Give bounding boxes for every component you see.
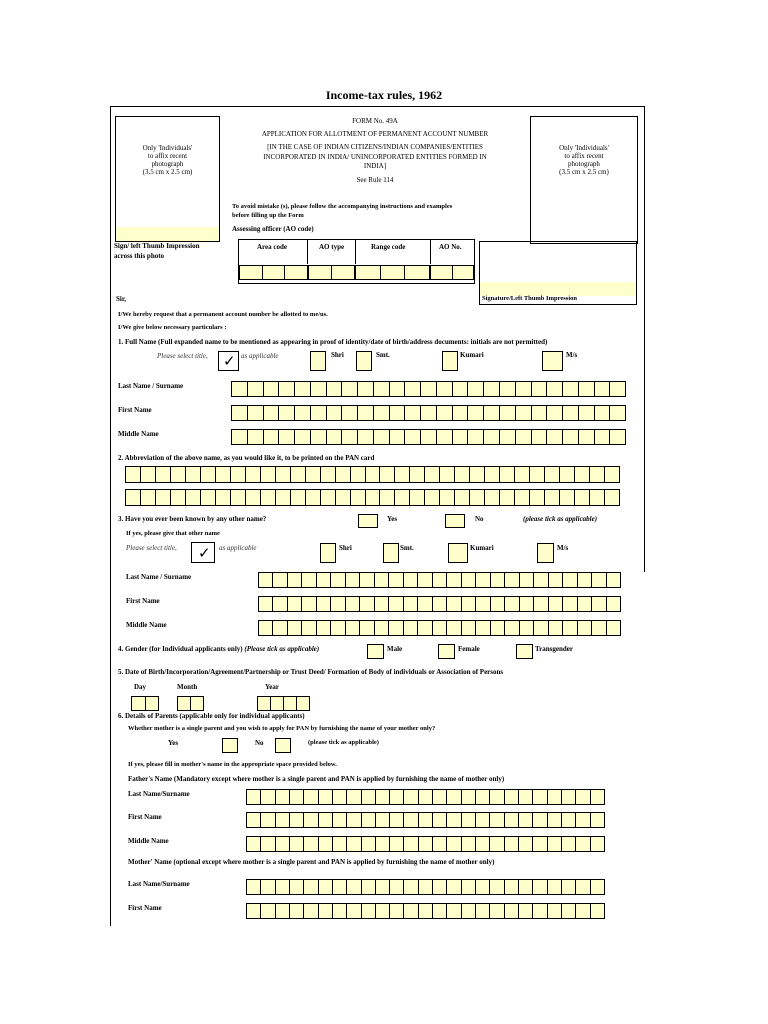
gender-male-label: Male (387, 645, 403, 653)
other-last-name-label: Last Name / Surname (126, 573, 192, 581)
if-yes-mother-name: If yes, please fill in mother's name in the appropriate space provided below. (128, 761, 337, 768)
other-title-smt-checkbox[interactable] (383, 543, 399, 563)
frame-right (644, 106, 645, 572)
dob-year-input[interactable] (257, 696, 310, 711)
ao-col-range: Range code (371, 243, 406, 251)
gender-male-checkbox[interactable] (367, 644, 384, 659)
middle-name-input[interactable] (231, 429, 626, 445)
other-name-no-label: No (475, 515, 484, 523)
mother-last-name-input[interactable] (246, 879, 605, 895)
title-kumari-label: Kumari (460, 351, 484, 359)
mother-last-name-label: Last Name/Surname (128, 880, 190, 888)
abbreviation-input-2[interactable] (125, 489, 620, 506)
other-title-kumari-checkbox[interactable] (448, 543, 468, 563)
father-middle-name-input[interactable] (246, 836, 605, 852)
abbreviation-input-1[interactable] (125, 466, 620, 483)
mother-name-heading: Mother' Name (optional except where mother is a single parent and PAN is applied by furnishing the name of mother only) (128, 858, 495, 866)
ao-col-type: AO type (319, 243, 345, 251)
title-smt-label: Smt. (376, 351, 390, 359)
photo-strip (116, 227, 219, 241)
gender-transgender-label: Transgender (535, 645, 573, 653)
left-sign-label: Sign/ left Thumb Impression (114, 242, 200, 250)
single-parent-tick-note: (please tick as applicable) (308, 739, 379, 746)
select-title-label-2: Please select title, (126, 544, 177, 552)
last-name-label: Last Name / Surname (118, 382, 184, 390)
form-rule: See Rule 114 (356, 176, 394, 184)
checkmark-icon: ✓ (223, 352, 236, 370)
dob-day-input[interactable] (131, 696, 159, 711)
section1-heading: 1. Full Name (Full expanded name to be mentioned as appearing in proof of identity/date of birth/address documents: initials are not permitted) (118, 338, 548, 346)
if-yes-other-name: If yes, please give that other name (126, 530, 220, 537)
middle-name-label: Middle Name (118, 430, 159, 438)
other-middle-name-input[interactable] (258, 620, 621, 636)
frame-left (110, 106, 111, 926)
as-applicable-label: as applicable (241, 352, 279, 360)
as-applicable-label-2: as applicable (219, 544, 257, 552)
other-middle-name-label: Middle Name (126, 621, 167, 629)
section4-heading: 4. Gender (for Individual applicants only) (Please tick as applicable) (118, 645, 320, 653)
other-title-kumari-label: Kumari (470, 544, 494, 552)
ao-area-code-input[interactable] (239, 265, 308, 280)
right-sign-label: Signature/Left Thumb Impression (482, 295, 577, 302)
page-title: Income-tax rules, 1962 (325, 88, 443, 102)
ao-type-input[interactable] (308, 265, 355, 280)
gender-transgender-checkbox[interactable] (516, 644, 533, 659)
title-kumari-checkbox[interactable] (442, 351, 458, 371)
form-case-2: INCORPORATED IN INDIA/ UNINCORPORATED ENTITIES FORMED IN (263, 153, 487, 161)
other-name-yes-checkbox[interactable] (358, 514, 378, 528)
salutation: Sir, (116, 295, 127, 303)
checkmark-icon-2: ✓ (198, 544, 211, 562)
left-sign-label-2: across this photo (114, 252, 165, 260)
instruction-2: before filling up the Form (232, 212, 304, 219)
mother-first-name-label: First Name (128, 904, 162, 912)
other-title-ms-checkbox[interactable] (537, 543, 554, 563)
other-name-yes-label: Yes (387, 515, 398, 523)
other-first-name-input[interactable] (258, 596, 621, 612)
section3-heading: 3. Have you ever been known by any other name? (118, 515, 267, 523)
single-parent-yes-label: Yes (168, 739, 179, 747)
left-photo-box[interactable] (115, 116, 220, 242)
ao-col-area: Area code (257, 243, 287, 251)
dob-month-label: Month (177, 683, 198, 691)
last-name-input[interactable] (231, 381, 626, 397)
first-name-label: First Name (118, 406, 152, 414)
select-title-label: Please select title, (157, 352, 208, 360)
photo-caption: Only 'Individuals' to affix recent photograph (3.5 cm x 2.5 cm) (142, 144, 193, 177)
request-text: I/We hereby request that a permanent account number be allotted to me/us. (118, 311, 328, 318)
ao-number-input[interactable] (430, 265, 474, 280)
gender-female-label: Female (458, 645, 480, 653)
dob-day-label: Day (134, 683, 147, 691)
form-name: APPLICATION FOR ALLOTMENT OF PERMANENT ACCOUNT NUMBER (261, 130, 489, 138)
other-name-no-checkbox[interactable] (445, 514, 465, 528)
father-middle-name-label: Middle Name (128, 837, 169, 845)
title-shri-checkbox[interactable] (310, 351, 326, 371)
single-parent-no-label: No (255, 739, 264, 747)
dob-year-label: Year (265, 683, 279, 691)
title-selector[interactable] (218, 351, 239, 371)
other-last-name-input[interactable] (258, 572, 621, 588)
single-parent-no-checkbox[interactable] (275, 738, 291, 753)
mother-first-name-input[interactable] (246, 903, 605, 919)
father-last-name-input[interactable] (246, 789, 605, 805)
form-case-3: INDIA] (363, 162, 387, 170)
ao-title: Assessing officer (AO code) (232, 225, 314, 233)
father-last-name-label: Last Name/Surname (128, 790, 190, 798)
ao-col-no: AO No. (439, 243, 462, 251)
father-first-name-input[interactable] (246, 812, 605, 828)
title-selector-2[interactable] (191, 542, 215, 563)
single-parent-question: Whether mother is a single parent and you wish to apply for PAN by furnishing the name of your mother only? (128, 725, 436, 732)
right-photo-box[interactable] (530, 116, 638, 244)
other-first-name-label: First Name (126, 597, 160, 605)
gender-female-checkbox[interactable] (438, 644, 455, 659)
section5-heading: 5. Date of Birth/Incorporation/Agreement/Partnership or Trust Deed/ Formation of Body of individuals or Association of Persons (118, 668, 504, 676)
first-name-input[interactable] (231, 405, 626, 421)
other-title-smt-label: Smt. (400, 544, 414, 552)
other-title-shri-label: Shri (339, 544, 352, 552)
title-smt-checkbox[interactable] (356, 351, 372, 371)
title-ms-label: M/s (566, 351, 578, 359)
other-title-ms-label: M/s (557, 544, 569, 552)
form-number: FORM No. 49A (352, 117, 398, 125)
particulars-text: I/We give below necessary particulars : (118, 324, 227, 331)
father-first-name-label: First Name (128, 813, 162, 821)
section2-heading: 2. Abbreviation of the above name, as you would like it, to be printed on the PAN card (118, 454, 375, 462)
title-shri-label: Shri (331, 351, 344, 359)
dob-month-input[interactable] (177, 696, 204, 711)
frame-top (110, 106, 645, 107)
other-title-shri-checkbox[interactable] (320, 543, 336, 563)
father-name-heading: Father's Name (Mandatory except where mother is a single parent and PAN is applied by furnishing the name of mother only) (128, 775, 505, 783)
other-name-tick-note: (please tick as applicable) (523, 515, 598, 523)
instruction-1: To avoid mistake (s), please follow the accompanying instructions and examples (232, 203, 453, 210)
ao-range-code-input[interactable] (355, 265, 430, 280)
form-case-1: [IN THE CASE OF INDIAN CITIZENS/INDIAN COMPANIES/ENTITIES (267, 143, 483, 151)
title-ms-checkbox[interactable] (542, 351, 563, 371)
photo-caption-right: Only 'Individuals' to affix recent photograph (3.5 cm x 2.5 cm) (559, 144, 609, 177)
section6-heading: 6. Details of Parents (applicable only for individual applicants) (118, 712, 305, 720)
single-parent-yes-checkbox[interactable] (222, 738, 238, 753)
